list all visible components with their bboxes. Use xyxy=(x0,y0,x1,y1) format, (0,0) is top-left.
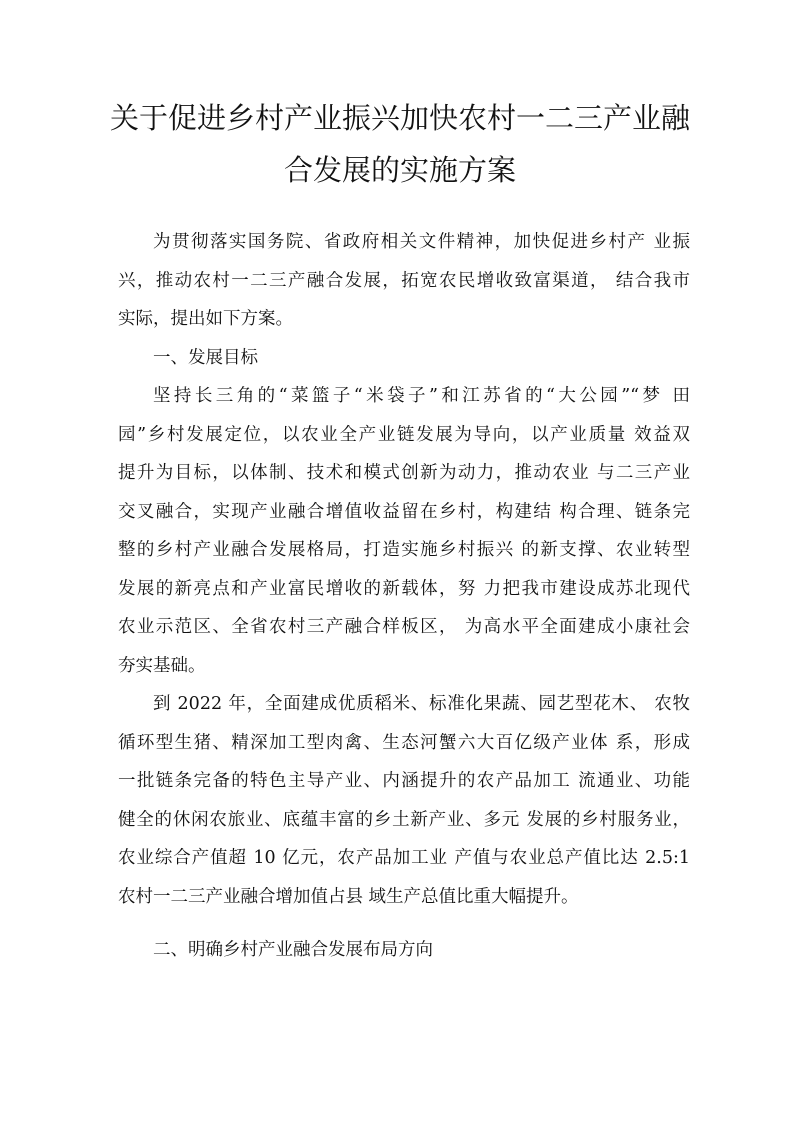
paragraph-line: 农业示范区、全省农村三产融合样板区， 为高水平全面建成小康社会 xyxy=(118,617,690,637)
document-body xyxy=(118,223,690,970)
document-title xyxy=(100,92,700,196)
paragraph-line: 交叉融合，实现产业融合增值收益留在乡村，构建结 构合理、链条完 xyxy=(118,501,690,522)
section-heading-2: 二、明确乡村产业融合发展布局方向 xyxy=(153,940,433,960)
paragraph-line: 整的乡村产业融合发展格局，打造实施乡村振兴 的新支撑、农业转型 xyxy=(118,540,690,560)
paragraph-line: 农村一二三产业融合增加值占县 域生产总值比重大幅提升。 xyxy=(118,886,579,907)
paragraph-line: 园”乡村发展定位，以农业全产业链发展为导向，以产业质量 效益双 xyxy=(118,424,690,445)
section1-paragraph-1 xyxy=(118,377,690,685)
paragraph-line: 健全的休闲农旅业、底蕴丰富的乡土新产业、多元 发展的乡村服务业， xyxy=(118,809,690,830)
intro-paragraph xyxy=(118,223,690,339)
paragraph-line: 发展的新亮点和产业富民增收的新载体，努 力把我市建设成苏北现代 xyxy=(118,578,690,599)
paragraph-line: 农业综合产值超 10 亿元，农产品加工业 产值与农业总产值比达 2.5:1 xyxy=(118,848,690,868)
paragraph-line: 提升为目标，以体制、技术和模式创新为动力，推动农业 与二三产业 xyxy=(118,463,690,483)
section1-paragraph-2 xyxy=(118,685,690,916)
paragraph-line: 坚持长三角的“菜篮子“米袋子”和江苏省的“大公园”“梦 田 xyxy=(153,386,690,406)
paragraph-line: 为贯彻落实国务院、省政府相关文件精神，加快促进乡村产 业振 xyxy=(153,232,690,252)
paragraph-line: 一批链条完备的特色主导产业、内涵提升的农产品加工 流通业、功能 xyxy=(118,771,690,791)
title-line-2: 合发展的实施方案 xyxy=(283,153,516,187)
title-line-1: 关于促进乡村产业振兴加快农村一二三产业融 xyxy=(109,101,690,135)
paragraph-line: 循环型生猪、精深加工型肉禽、生态河蟹六大百亿级产业体 系，形成 xyxy=(118,732,690,753)
paragraph-line: 到 2022 年，全面建成优质稻米、标准化果蔬、园艺型花木、 农牧 xyxy=(153,694,690,714)
section-heading-1: 一、发展目标 xyxy=(153,347,258,368)
paragraph-line: 兴，推动农村一二三产融合发展，拓宽农民增收致富渠道， 结合我市 xyxy=(118,270,690,291)
paragraph-line: 实际，提出如下方案。 xyxy=(118,309,293,329)
paragraph-line: 夯实基础。 xyxy=(118,655,206,676)
